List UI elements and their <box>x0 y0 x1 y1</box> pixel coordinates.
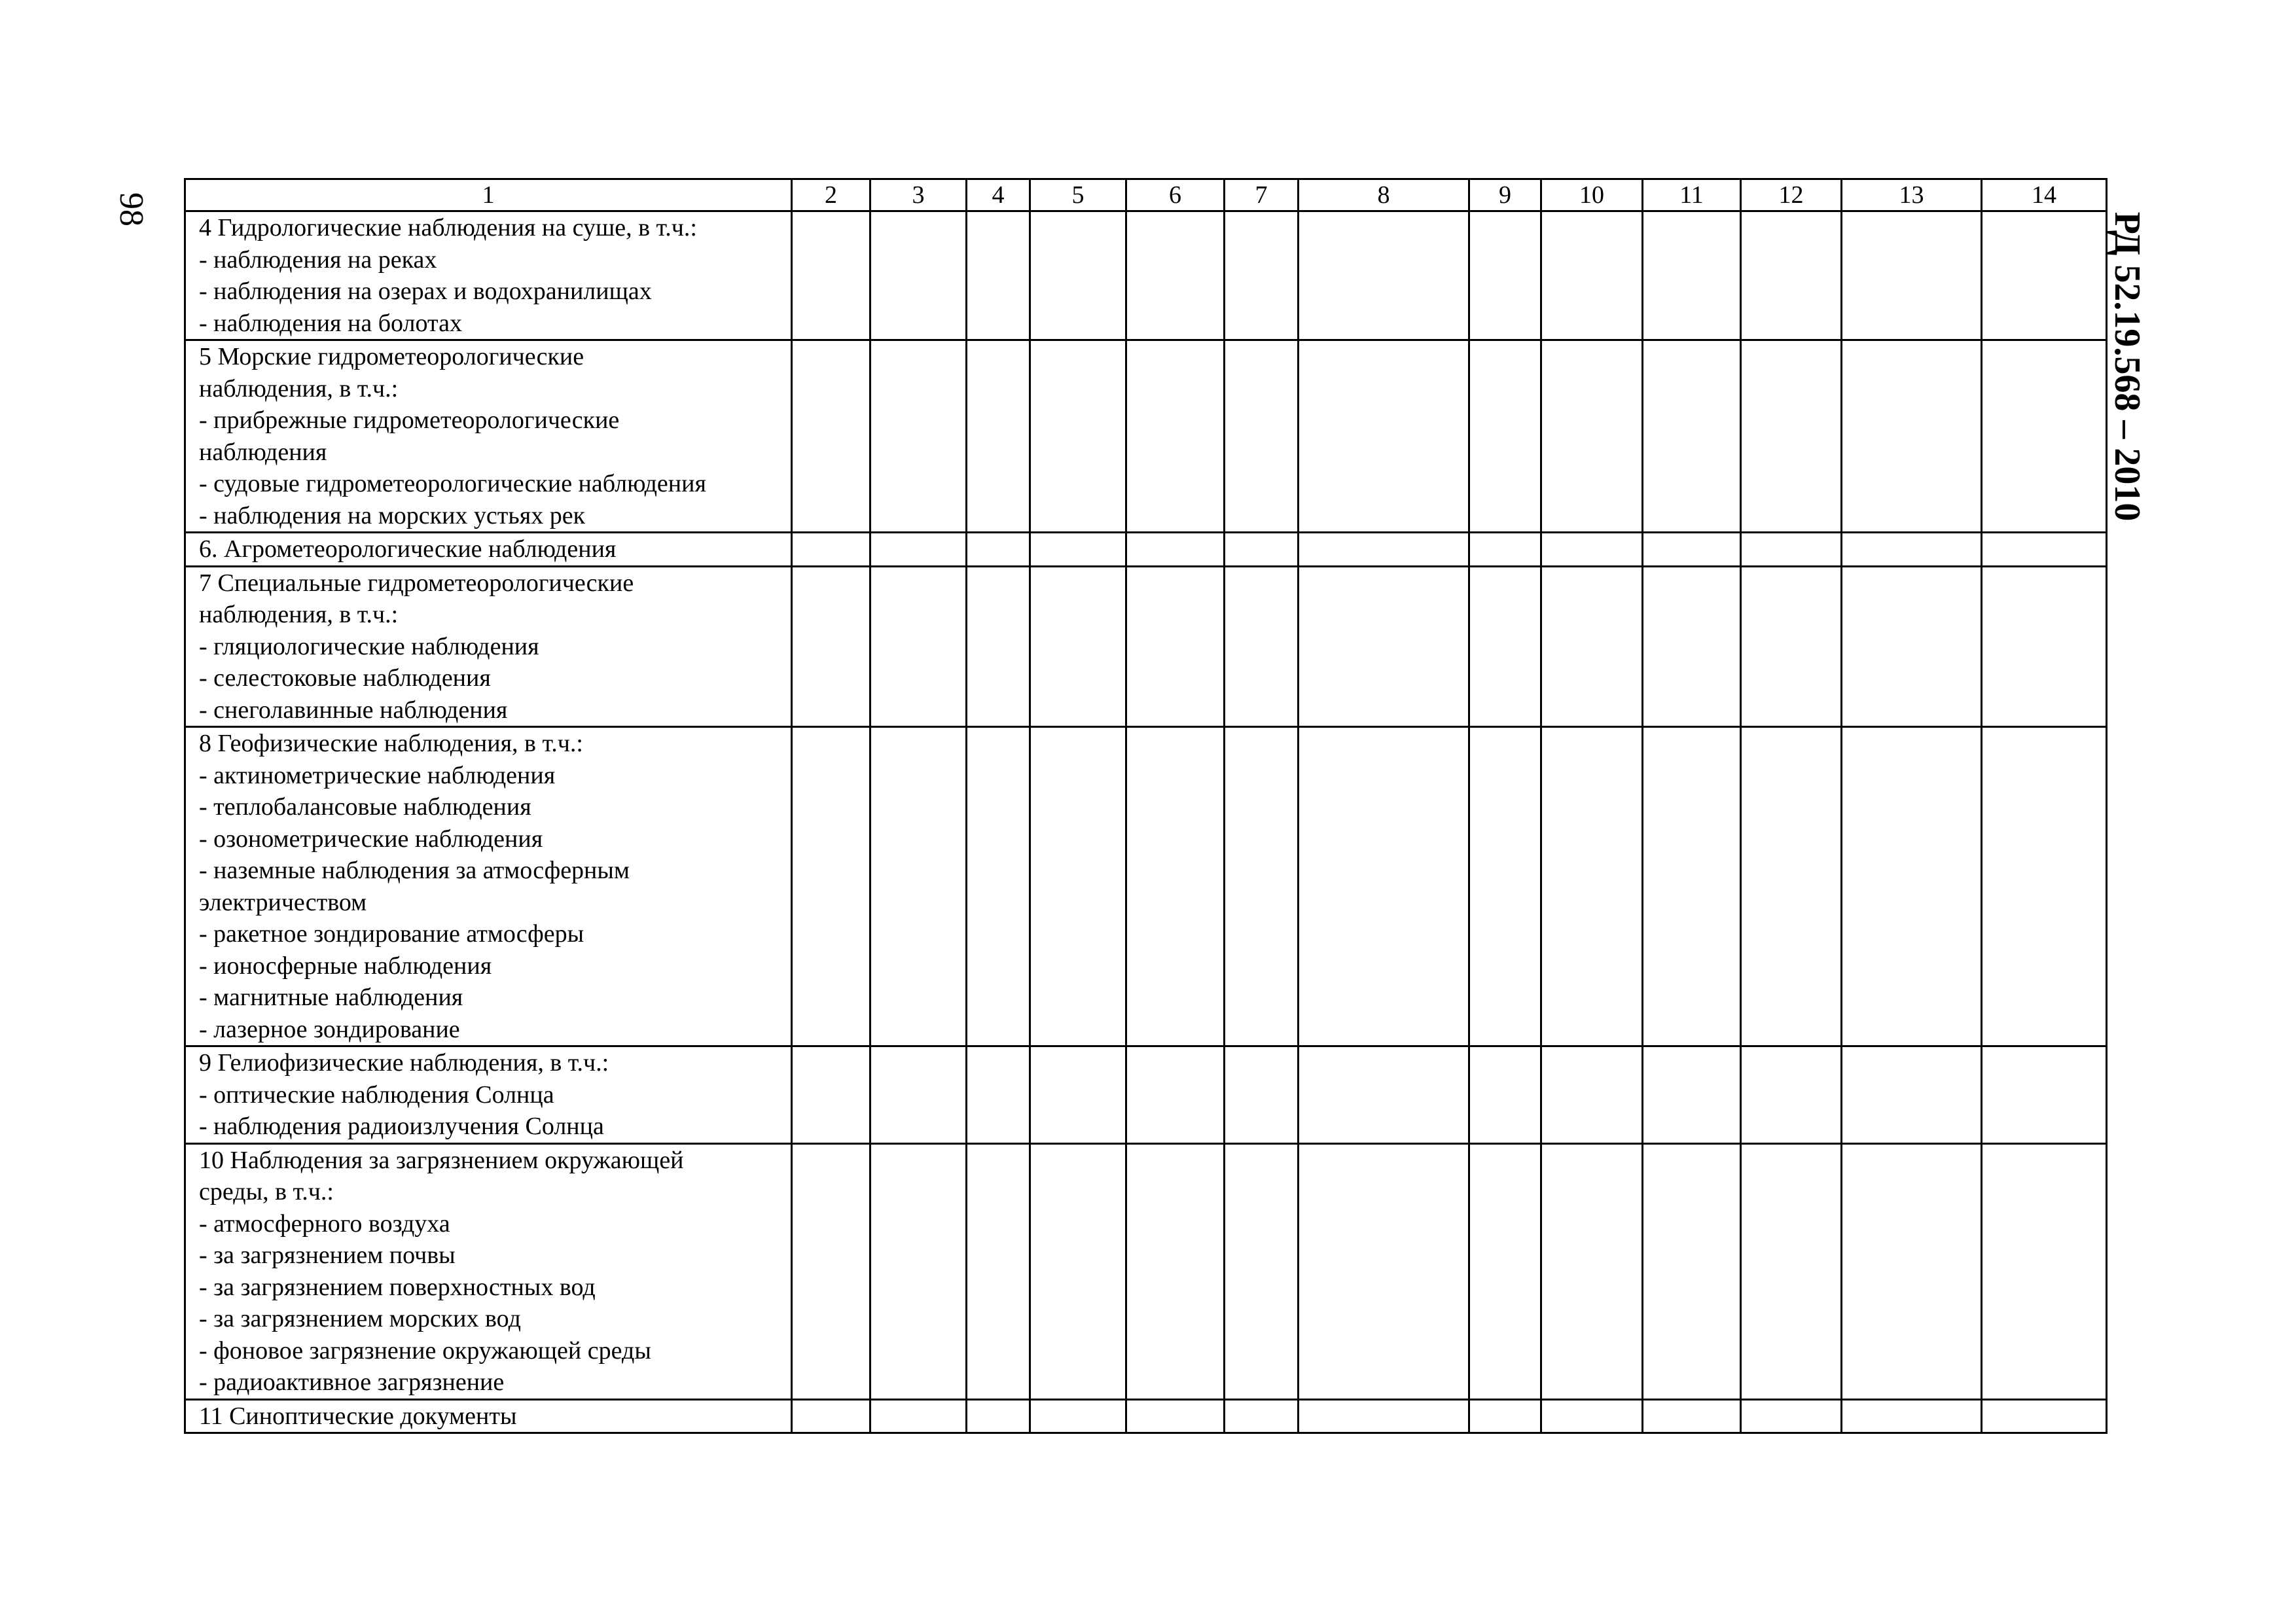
empty-cell <box>1299 533 1469 567</box>
empty-cell <box>1030 533 1126 567</box>
empty-cell <box>792 566 870 727</box>
empty-cell <box>1842 533 1982 567</box>
empty-cell <box>1982 1143 2107 1399</box>
row-label-cell <box>185 340 792 533</box>
empty-cell <box>1030 1143 1126 1399</box>
empty-cell <box>1541 1143 1643 1399</box>
empty-cell <box>967 1143 1030 1399</box>
empty-cell <box>1541 1046 1643 1144</box>
row-label-line: - ракетное зондирование атмосферы <box>199 920 584 948</box>
empty-cell <box>1541 727 1643 1046</box>
row-label-line: - магнитные наблюдения <box>199 984 463 1011</box>
column-header: 11 <box>1643 179 1741 211</box>
column-header: 12 <box>1741 179 1842 211</box>
empty-cell <box>1225 566 1299 727</box>
observations-table <box>184 178 2108 1434</box>
empty-cell <box>1643 340 1741 533</box>
empty-cell <box>870 727 967 1046</box>
row-label-line: 6. Агрометеорологические наблюдения <box>199 535 617 563</box>
empty-cell <box>1469 340 1541 533</box>
column-header: 5 <box>1030 179 1126 211</box>
row-label-line: - актинометрические наблюдения <box>199 761 556 789</box>
row-label-line: - селестоковые наблюдения <box>199 664 491 692</box>
empty-cell <box>870 566 967 727</box>
table-header-row <box>185 179 2107 211</box>
row-label-line: 9 Гелиофизические наблюдения, в т.ч.: <box>199 1049 609 1077</box>
empty-cell <box>792 1399 870 1433</box>
row-label-line: - теплобалансовые наблюдения <box>199 793 531 821</box>
empty-cell <box>1299 727 1469 1046</box>
table-row <box>185 533 2107 567</box>
row-label-cell <box>185 566 792 727</box>
empty-cell <box>1541 211 1643 340</box>
empty-cell <box>1741 1046 1842 1144</box>
empty-cell <box>1299 340 1469 533</box>
row-label-line: 8 Геофизические наблюдения, в т.ч.: <box>199 730 583 757</box>
empty-cell <box>1225 1399 1299 1433</box>
row-label-line: - прибрежные гидрометеорологические <box>199 406 620 434</box>
row-label-line: - наблюдения на морских устьях рек <box>199 501 586 529</box>
row-label-cell <box>185 1046 792 1144</box>
empty-cell <box>1126 1046 1225 1144</box>
empty-cell <box>1126 1143 1225 1399</box>
empty-cell <box>1030 1046 1126 1144</box>
row-label-line: - наблюдения радиоизлучения Солнца <box>199 1113 604 1140</box>
empty-cell <box>1982 727 2107 1046</box>
empty-cell <box>1225 727 1299 1046</box>
row-label-line: - наблюдения на болотах <box>199 309 462 337</box>
empty-cell <box>1982 1046 2107 1144</box>
empty-cell <box>1541 533 1643 567</box>
row-label-line: - наблюдения на реках <box>199 245 437 274</box>
row-label-line: - наземные наблюдения за атмосферным <box>199 857 630 884</box>
empty-cell <box>792 533 870 567</box>
empty-cell <box>1842 340 1982 533</box>
table-row <box>185 566 2107 727</box>
empty-cell <box>792 1143 870 1399</box>
empty-cell <box>1541 340 1643 533</box>
empty-cell <box>870 1046 967 1144</box>
empty-cell <box>1225 1143 1299 1399</box>
empty-cell <box>1126 533 1225 567</box>
column-header: 9 <box>1469 179 1541 211</box>
table-row <box>185 727 2107 1046</box>
empty-cell <box>1541 566 1643 727</box>
empty-cell <box>792 211 870 340</box>
empty-cell <box>1643 1399 1741 1433</box>
empty-cell <box>1126 727 1225 1046</box>
empty-cell <box>1126 340 1225 533</box>
column-header: 3 <box>870 179 967 211</box>
row-label-line: 10 Наблюдения за загрязнением окружающей <box>199 1146 684 1174</box>
row-label-line: - гляциологические наблюдения <box>199 632 539 660</box>
empty-cell <box>792 727 870 1046</box>
row-label-cell <box>185 533 792 567</box>
empty-cell <box>1741 1399 1842 1433</box>
empty-cell <box>1469 211 1541 340</box>
empty-cell <box>1469 1046 1541 1144</box>
row-label-cell <box>185 211 792 340</box>
empty-cell <box>792 1046 870 1144</box>
row-label-line: 11 Синоптические документы <box>199 1402 517 1430</box>
column-header: 6 <box>1126 179 1225 211</box>
empty-cell <box>1299 1399 1469 1433</box>
empty-cell <box>1299 566 1469 727</box>
empty-cell <box>1842 211 1982 340</box>
empty-cell <box>870 211 967 340</box>
empty-cell <box>1126 211 1225 340</box>
page-number: 98 <box>113 192 150 226</box>
row-label-line: 5 Морские гидрометеорологические <box>199 343 584 370</box>
empty-cell <box>1982 533 2107 567</box>
row-label-line: - озонометрические наблюдения <box>199 825 543 853</box>
empty-cell <box>967 727 1030 1046</box>
empty-cell <box>1030 1399 1126 1433</box>
empty-cell <box>1741 533 1842 567</box>
row-label-line: - фоновое загрязнение окружающей среды <box>199 1336 651 1364</box>
column-header: 14 <box>1982 179 2107 211</box>
document-code: РД 52.19.568 – 2010 <box>2107 211 2147 522</box>
row-label-line: - ионосферные наблюдения <box>199 952 492 980</box>
empty-cell <box>1030 727 1126 1046</box>
row-label-cell <box>185 1399 792 1433</box>
empty-cell <box>967 566 1030 727</box>
empty-cell <box>1982 1399 2107 1433</box>
empty-cell <box>967 211 1030 340</box>
empty-cell <box>1225 1046 1299 1144</box>
column-header: 8 <box>1299 179 1469 211</box>
empty-cell <box>1299 1143 1469 1399</box>
table-row <box>185 340 2107 533</box>
column-header: 13 <box>1842 179 1982 211</box>
empty-cell <box>1982 211 2107 340</box>
empty-cell <box>870 533 967 567</box>
empty-cell <box>870 1143 967 1399</box>
empty-cell <box>1842 1143 1982 1399</box>
empty-cell <box>1842 1399 1982 1433</box>
empty-cell <box>967 340 1030 533</box>
row-label-line: наблюдения, в т.ч.: <box>199 374 399 402</box>
empty-cell <box>1030 340 1126 533</box>
row-label-line: - атмосферного воздуха <box>199 1209 450 1238</box>
empty-cell <box>967 533 1030 567</box>
empty-cell <box>1643 533 1741 567</box>
empty-cell <box>1741 566 1842 727</box>
row-label-line: - наблюдения на озерах и водохранилищах <box>199 277 652 305</box>
empty-cell <box>967 1399 1030 1433</box>
row-label-line: среды, в т.ч.: <box>199 1178 334 1205</box>
row-label-line: - лазерное зондирование <box>199 1015 460 1043</box>
row-label-line: - за загрязнением морских вод <box>199 1305 521 1332</box>
row-label-line: наблюдения, в т.ч.: <box>199 601 399 628</box>
empty-cell <box>1741 340 1842 533</box>
empty-cell <box>1643 1143 1741 1399</box>
table-row <box>185 1046 2107 1144</box>
column-header: 10 <box>1541 179 1643 211</box>
empty-cell <box>1030 566 1126 727</box>
empty-cell <box>1299 211 1469 340</box>
row-label-line: - за загрязнением почвы <box>199 1241 456 1269</box>
row-label-line: электричеством <box>199 888 367 916</box>
empty-cell <box>1741 1143 1842 1399</box>
row-label-line: - оптические наблюдения Солнца <box>199 1080 554 1109</box>
empty-cell <box>1225 340 1299 533</box>
empty-cell <box>1469 1143 1541 1399</box>
empty-cell <box>1741 211 1842 340</box>
empty-cell <box>1030 211 1126 340</box>
empty-cell <box>1741 727 1842 1046</box>
empty-cell <box>1299 1046 1469 1144</box>
empty-cell <box>1541 1399 1643 1433</box>
table-row <box>185 211 2107 340</box>
row-label-line: - радиоактивное загрязнение <box>199 1368 505 1396</box>
row-label-cell <box>185 727 792 1046</box>
empty-cell <box>870 1399 967 1433</box>
empty-cell <box>1842 727 1982 1046</box>
empty-cell <box>1842 1046 1982 1144</box>
empty-cell <box>1643 1046 1741 1144</box>
table-row <box>185 1143 2107 1399</box>
empty-cell <box>1225 211 1299 340</box>
row-label-line: - снеголавинные наблюдения <box>199 696 508 724</box>
empty-cell <box>1643 727 1741 1046</box>
empty-cell <box>1225 533 1299 567</box>
column-header: 7 <box>1225 179 1299 211</box>
row-label-line: наблюдения <box>199 438 327 466</box>
row-label-line: 7 Специальные гидрометеорологические <box>199 569 634 597</box>
column-header: 1 <box>185 179 792 211</box>
empty-cell <box>792 340 870 533</box>
empty-cell <box>1126 566 1225 727</box>
empty-cell <box>1643 211 1741 340</box>
table-row <box>185 1399 2107 1433</box>
empty-cell <box>1469 1399 1541 1433</box>
row-label-line: - судовые гидрометеорологические наблюдения <box>199 470 706 497</box>
row-label-line: 4 Гидрологические наблюдения на суше, в т.ч.: <box>199 214 697 241</box>
empty-cell <box>1469 533 1541 567</box>
empty-cell <box>967 1046 1030 1144</box>
empty-cell <box>1982 566 2107 727</box>
row-label-line: - за загрязнением поверхностных вод <box>199 1273 596 1301</box>
empty-cell <box>870 340 967 533</box>
column-header: 4 <box>967 179 1030 211</box>
empty-cell <box>1469 727 1541 1046</box>
empty-cell <box>1126 1399 1225 1433</box>
empty-cell <box>1469 566 1541 727</box>
row-label-cell <box>185 1143 792 1399</box>
empty-cell <box>1643 566 1741 727</box>
empty-cell <box>1982 340 2107 533</box>
empty-cell <box>1842 566 1982 727</box>
column-header: 2 <box>792 179 870 211</box>
